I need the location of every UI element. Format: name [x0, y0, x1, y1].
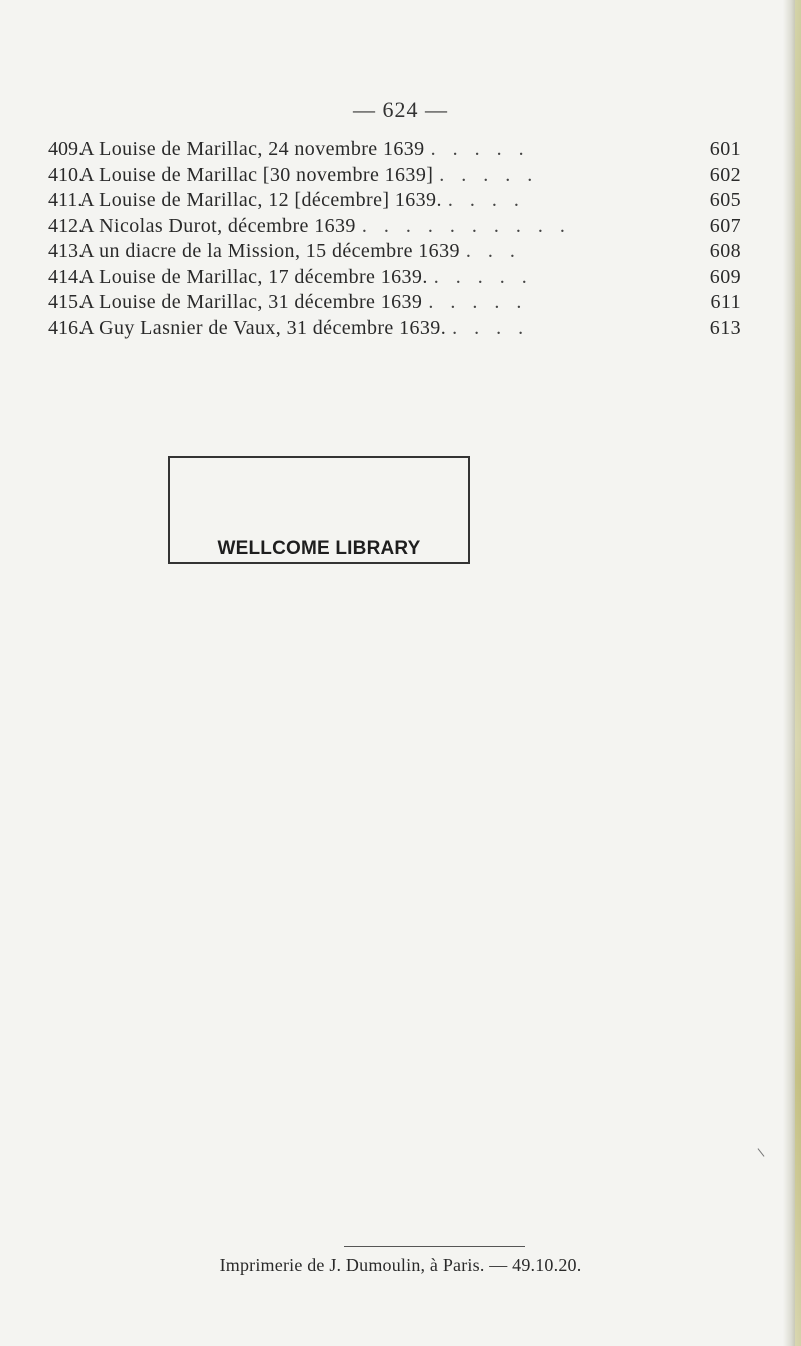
toc-entry-leader: . . . . .: [428, 291, 528, 313]
toc-entry-page: 611: [710, 291, 741, 313]
toc-entry-title: A Guy Lasnier de Vaux, 31 décembre 1639.: [80, 316, 447, 339]
toc-entry-page: 607: [709, 214, 741, 237]
library-stamp: [168, 456, 470, 564]
toc-entry: [48, 291, 741, 317]
toc-entry-number: 412.: [48, 214, 83, 237]
toc-entry-leader: . . . . .: [430, 138, 530, 160]
toc-entry-title: A Louise de Marillac, 12 [décembre] 1639.: [80, 189, 442, 211]
toc-entry: [48, 164, 741, 190]
page-edge-strip: [795, 0, 801, 1346]
toc-entry-number: 411.: [48, 189, 83, 211]
toc-entry-page: 613: [709, 316, 741, 339]
toc-entry-page: 609: [709, 265, 741, 288]
toc-entry: [48, 266, 741, 292]
toc-entry-page: 608: [709, 240, 741, 262]
toc-entry-number: 413.: [48, 240, 83, 262]
toc-entry: [48, 138, 741, 164]
toc-entry-title: A Louise de Marillac [30 novembre 1639]: [80, 163, 434, 186]
toc-entry: [48, 240, 741, 266]
table-of-contents: [48, 138, 741, 342]
toc-entry: [48, 189, 741, 215]
library-stamp-underline: [168, 562, 470, 564]
toc-entry-leader: . . . . .: [433, 265, 533, 288]
toc-entry-number: 416.: [48, 316, 83, 339]
page-number-header: — 624 —: [353, 97, 448, 122]
toc-entry-leader: . . . .: [447, 189, 525, 211]
toc-entry-number: 415.: [48, 291, 83, 313]
printer-colophon: Imprimerie de J. Dumoulin, à Paris. — 49.10.20.: [219, 1255, 582, 1275]
toc-entry-page: 605: [709, 189, 741, 211]
toc-entry: [48, 215, 741, 241]
toc-entry-page: 601: [709, 138, 741, 160]
toc-entry-title: A Louise de Marillac, 31 décembre 1639: [80, 291, 423, 313]
scan-mark: [758, 1148, 765, 1156]
toc-entry-leader: . . . . .: [439, 163, 539, 186]
toc-entry-number: 414.: [48, 265, 83, 288]
toc-entry-title: A Nicolas Durot, décembre 1639: [80, 214, 356, 237]
toc-entry-page: 602: [709, 163, 741, 186]
toc-entry: [48, 317, 741, 343]
toc-entry-number: 410.: [48, 163, 83, 186]
colophon-rule: [344, 1246, 525, 1247]
toc-entry-title: A un diacre de la Mission, 15 décembre 1639: [80, 240, 460, 262]
toc-entry-leader: . . .: [465, 240, 521, 262]
toc-entry-title: A Louise de Marillac, 24 novembre 1639: [80, 138, 425, 160]
toc-entry-title: A Louise de Marillac, 17 décembre 1639.: [80, 265, 428, 288]
toc-entry-leader: . . . .: [452, 316, 530, 339]
toc-entry-leader: . . . . . . . . . .: [361, 214, 571, 237]
library-stamp-text: WELLCOME LIBRARY: [217, 538, 421, 559]
toc-entry-number: 409.: [48, 138, 83, 160]
